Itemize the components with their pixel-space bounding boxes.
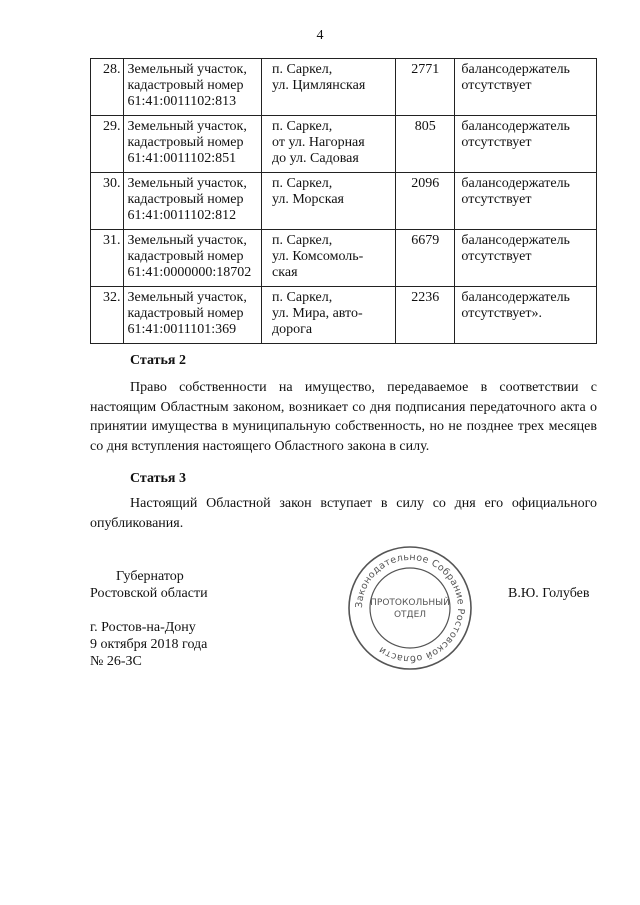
holder-line: балансодержатель <box>461 119 570 134</box>
address-line: ул. Цимлянская <box>272 78 366 93</box>
article-3-text: Настоящий Областной закон вступает в силу со дня его официального опубликования. <box>90 496 597 531</box>
object-line: кадастровый номер <box>127 249 244 264</box>
address-line: от ул. Нагорная <box>272 135 365 150</box>
address-line: п. Саркел, <box>272 119 333 134</box>
address-line: ская <box>272 265 298 280</box>
object-line: Земельный участок, <box>127 290 247 305</box>
address-line: ул. Морская <box>272 192 344 207</box>
holder-cell <box>455 287 597 344</box>
area-cell: 2096 <box>396 173 455 230</box>
property-table <box>90 58 597 344</box>
property-table-body <box>91 59 597 344</box>
row-number: 30. <box>91 173 124 230</box>
signature-position-line1: Губернатор <box>116 569 184 584</box>
article-3-title: Статья 3 <box>130 471 186 486</box>
area-cell: 6679 <box>396 230 455 287</box>
address-line: п. Саркел, <box>272 233 333 248</box>
holder-line: отсутствует <box>461 192 532 207</box>
holder-line: отсутствует <box>461 135 532 150</box>
object-line: кадастровый номер <box>127 192 244 207</box>
table-row <box>91 287 597 344</box>
stamp-center-line1: ПРОТОКОЛЬНЫЙ <box>370 598 450 608</box>
stamp-center-line2: ОТДЕЛ <box>393 610 427 620</box>
address-cell <box>262 287 396 344</box>
stamp <box>345 543 475 673</box>
object-line: 61:41:0011102:813 <box>127 94 237 109</box>
area-cell: 2236 <box>396 287 455 344</box>
stamp-outer-ring <box>349 547 471 669</box>
holder-line: отсутствует <box>461 78 532 93</box>
holder-cell <box>455 59 597 116</box>
object-line: 61:41:0011101:369 <box>127 322 237 337</box>
row-number: 28. <box>91 59 124 116</box>
area-cell: 805 <box>396 116 455 173</box>
object-line: Земельный участок, <box>127 233 247 248</box>
holder-line: отсутствует <box>461 249 532 264</box>
holder-line: балансодержатель <box>461 233 570 248</box>
holder-line: балансодержатель <box>461 176 570 191</box>
address-line: ул. Мира, авто- <box>272 306 363 321</box>
object-line: кадастровый номер <box>127 306 244 321</box>
address-line: п. Саркел, <box>272 290 333 305</box>
object-line: 61:41:0000000:18702 <box>127 265 252 280</box>
article-2-text: Право собственности на имущество, передаваемое в соответствии с настоящим Областным законом, возникает со дня подписания передаточного акта о принятии имущества в муниципальную собственность, но не позднее трех месяцев со дня вступления настоящего Областного закона в силу. <box>90 380 597 454</box>
holder-line: балансодержатель <box>461 62 570 77</box>
table-row <box>91 230 597 287</box>
table-row <box>91 173 597 230</box>
object-cell <box>123 287 262 344</box>
table-row <box>91 59 597 116</box>
address-line: дорога <box>272 322 313 337</box>
stamp-inner-ring <box>370 568 450 648</box>
area-cell: 2771 <box>396 59 455 116</box>
table-row <box>91 116 597 173</box>
object-line: кадастровый номер <box>127 78 244 93</box>
signature-city: г. Ростов-на-Дону <box>90 620 196 635</box>
page-number: 4 <box>316 28 324 43</box>
address-line: п. Саркел, <box>272 62 333 77</box>
row-number: 29. <box>91 116 124 173</box>
holder-line: балансодержатель <box>461 290 570 305</box>
signature-position-line2: Ростовской области <box>90 586 208 601</box>
object-line: Земельный участок, <box>127 119 247 134</box>
object-cell <box>123 173 262 230</box>
address-line: ул. Комсомоль- <box>272 249 364 264</box>
article-2-title: Статья 2 <box>130 353 186 368</box>
object-cell <box>123 59 262 116</box>
address-cell <box>262 59 396 116</box>
object-line: 61:41:0011102:851 <box>127 151 237 166</box>
row-number: 32. <box>91 287 124 344</box>
signature-date: 9 октября 2018 года <box>90 637 208 652</box>
holder-cell <box>455 116 597 173</box>
signature-name: В.Ю. Голубев <box>508 586 590 601</box>
object-line: Земельный участок, <box>127 176 247 191</box>
object-line: кадастровый номер <box>127 135 244 150</box>
object-cell <box>123 230 262 287</box>
document-number: № 26-ЗС <box>90 654 142 669</box>
row-number: 31. <box>91 230 124 287</box>
address-cell <box>262 230 396 287</box>
address-line: п. Саркел, <box>272 176 333 191</box>
object-cell <box>123 116 262 173</box>
stamp-ring-text: Законодательное Собрание Ростовской области <box>353 551 467 665</box>
holder-cell <box>455 173 597 230</box>
object-line: 61:41:0011102:812 <box>127 208 237 223</box>
holder-line: отсутствует». <box>461 306 542 321</box>
address-cell <box>262 173 396 230</box>
holder-cell <box>455 230 597 287</box>
address-cell <box>262 116 396 173</box>
object-line: Земельный участок, <box>127 62 247 77</box>
address-line: до ул. Садовая <box>272 151 359 166</box>
